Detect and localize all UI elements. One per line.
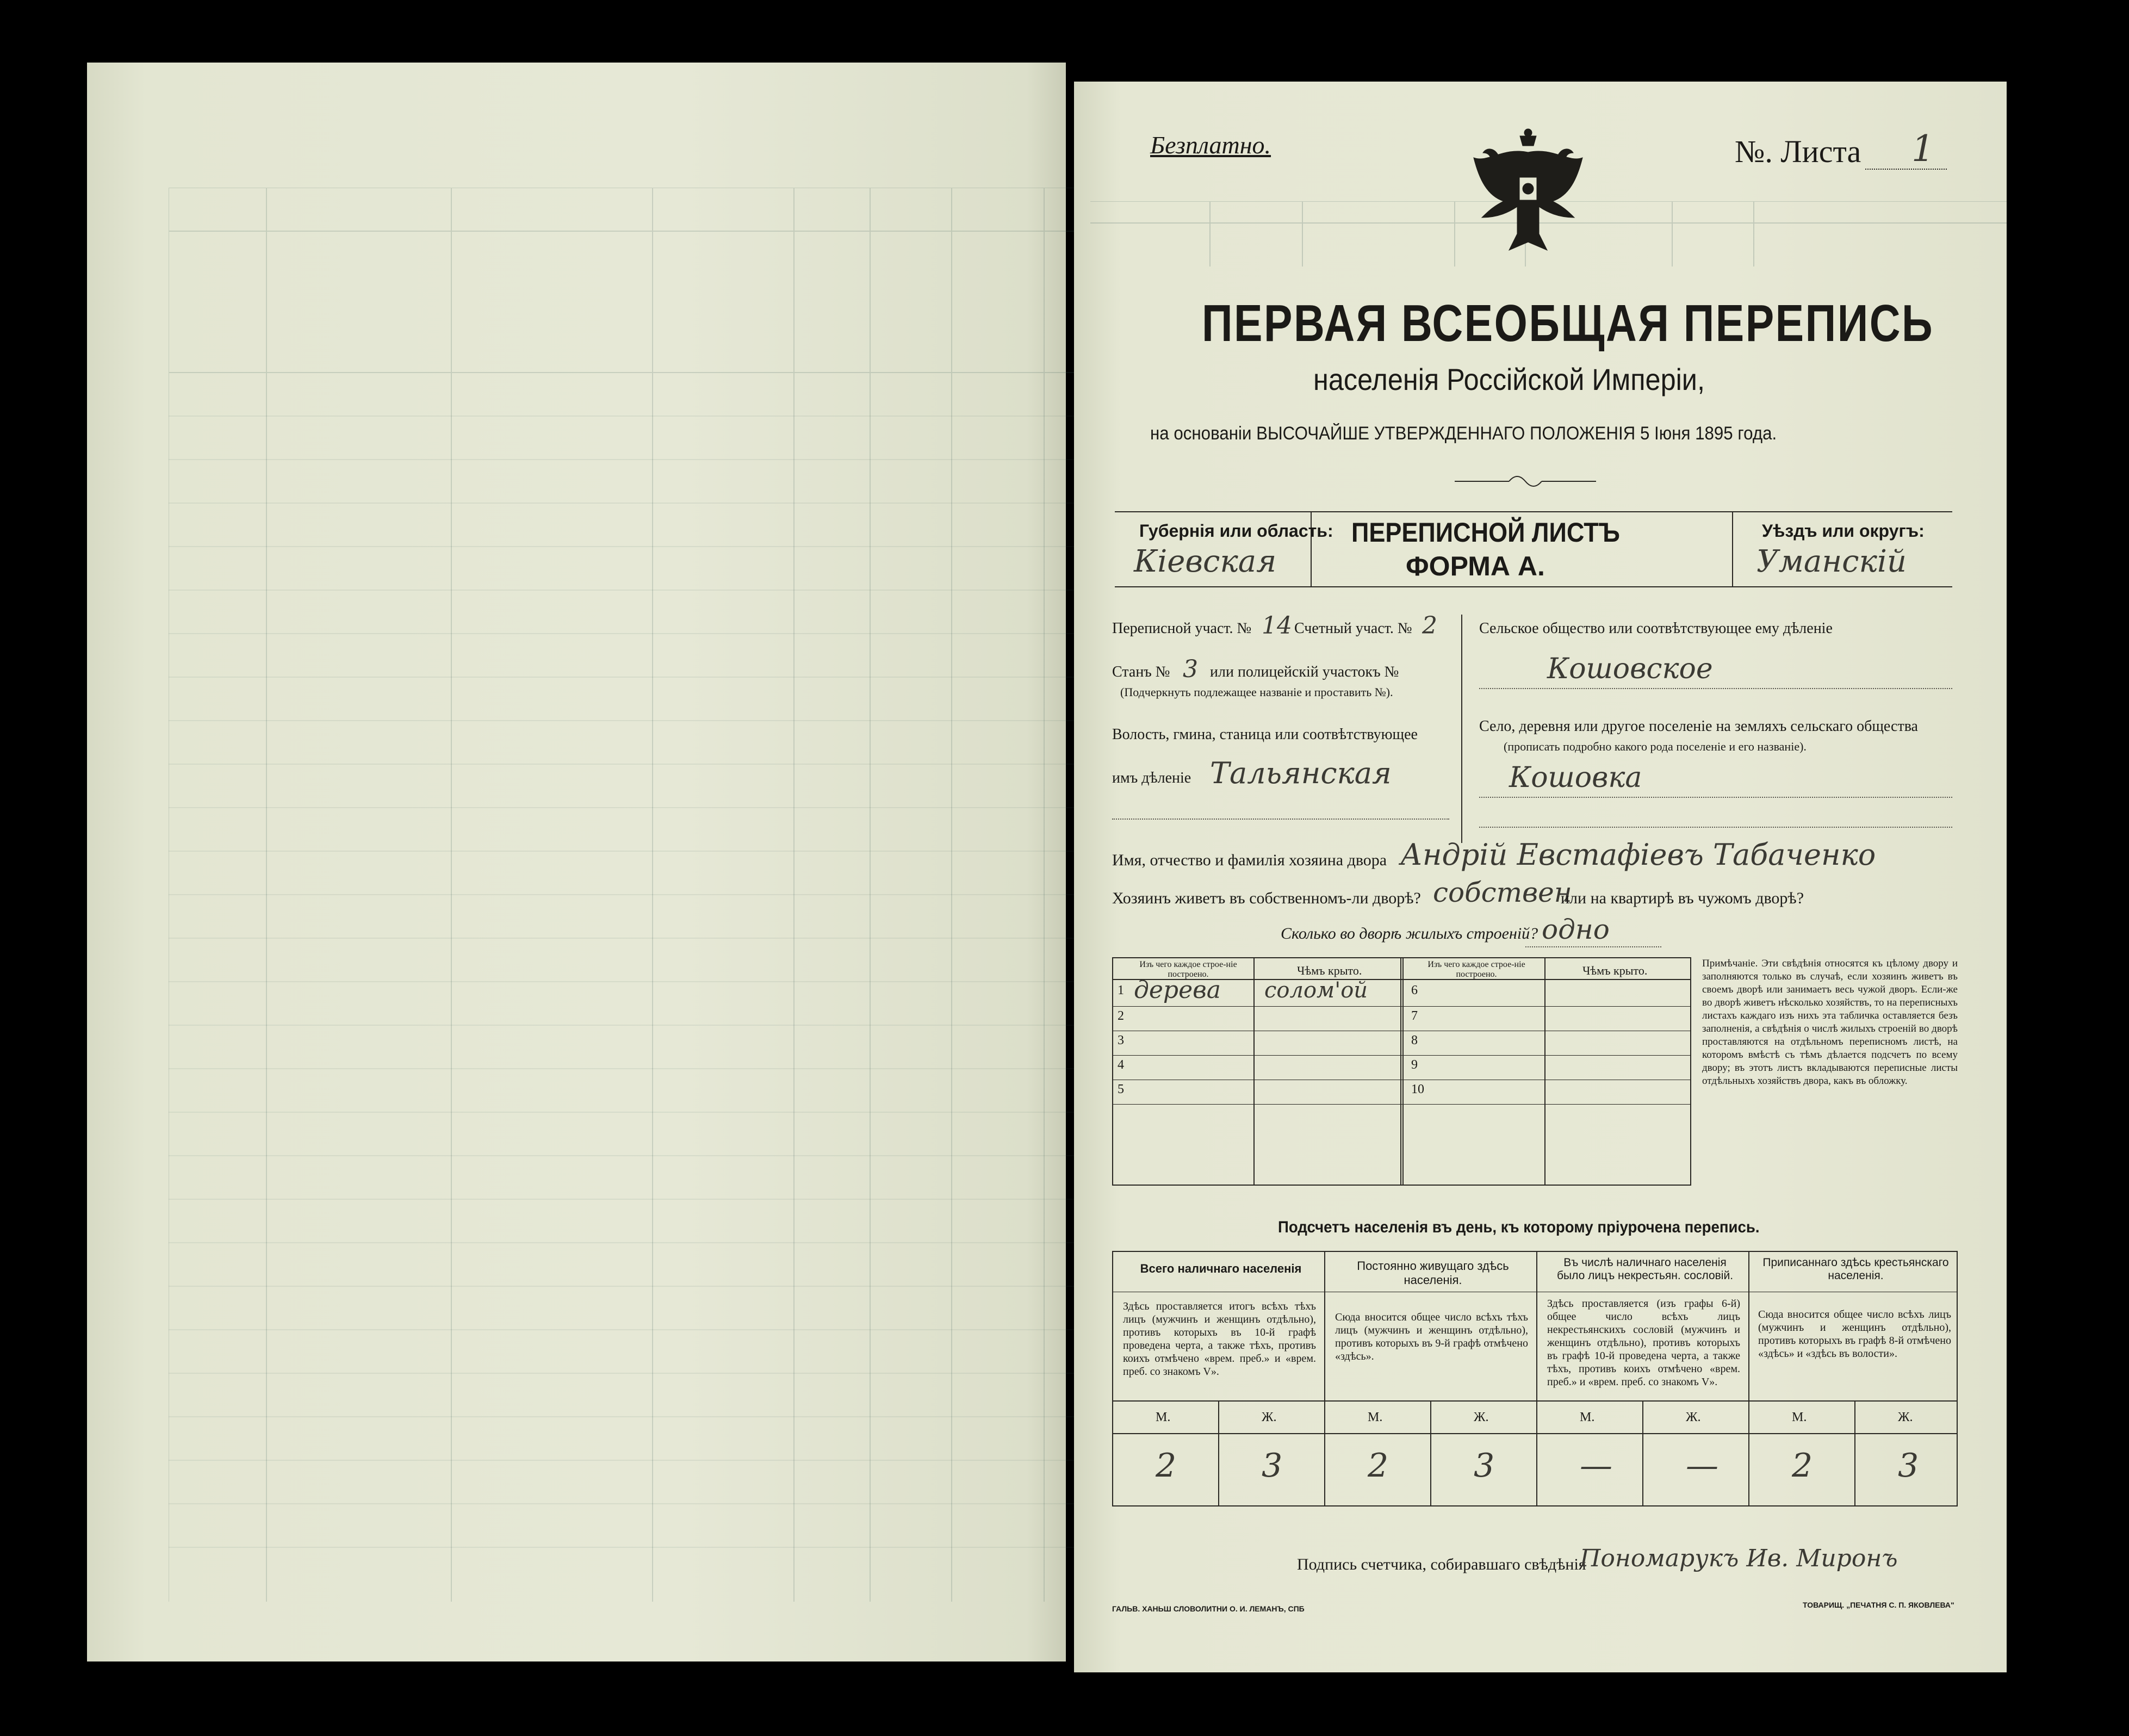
lives-value: собствен [1433, 877, 1572, 908]
bt-row-num: 6 [1411, 983, 1418, 997]
double-headed-eagle-emblem [1466, 125, 1591, 256]
stan-label: Станъ № [1112, 664, 1170, 680]
tally-m-value: 2 [1156, 1447, 1177, 1485]
volost-value: Тальянская [1210, 756, 1392, 790]
tally-sub-1 [1218, 1400, 1219, 1506]
gubernia-value: Кіевская [1134, 544, 1277, 579]
signature-label: Подпись счетчика, собиравшаго свѣдѣнія [1297, 1555, 1586, 1573]
tally-zh-value: 3 [1898, 1447, 1919, 1485]
printer-left: ГАЛЬВ. ХАНЬШ СЛОВОЛИТНИ О. И. ЛЕМАНЪ, СПБ [1112, 1604, 1305, 1613]
selo-note: (прописать подробно какого рода поселеніе и его названіе). [1504, 740, 1807, 753]
selskoe-label: Сельское общество или соотвѣтствующее ему дѣленіе [1479, 620, 1833, 637]
lives-label-1: Хозяинъ живетъ въ собственномъ-ли дворѣ? [1112, 889, 1421, 907]
sheet-number-line [1865, 169, 1947, 170]
fields-divider [1461, 615, 1462, 843]
bt-row-num: 8 [1411, 1033, 1418, 1047]
bt-row-num: 10 [1411, 1082, 1424, 1096]
left-page-grid [169, 188, 1147, 1602]
owner-value: Андрій Евстафіевъ Табаченко [1400, 838, 1876, 872]
tally-m-label: М. [1792, 1410, 1807, 1424]
form-title-line-2: ФОРМА А. [1406, 551, 1545, 581]
selo-label: Село, деревня или другое поселеніе на земляхъ сельскаго общества [1479, 718, 1918, 735]
bt-left-roof-head: Чѣмъ крыто. [1297, 964, 1362, 977]
census-form-page [1074, 82, 2007, 1672]
bt-row-num: 7 [1411, 1009, 1418, 1023]
buildings-value: одно [1542, 914, 1610, 945]
tally-sub-2 [1430, 1400, 1431, 1506]
bt-col-1 [1253, 957, 1255, 1186]
bt-row-num: 5 [1118, 1082, 1124, 1096]
selskoe-value: Кошовское [1547, 653, 1713, 685]
tally-col-3 [1748, 1251, 1749, 1506]
bt-row-num: 2 [1118, 1009, 1124, 1023]
tally-heading: Подсчетъ населенія въ день, къ которому пріурочена перепись. [1278, 1218, 1760, 1236]
signature-value: Пономарукъ Ив. Миронъ [1580, 1545, 1898, 1572]
bt-right-roof-head: Чѣмъ крыто. [1582, 964, 1648, 977]
selo-value: Кошовка [1509, 761, 1642, 794]
buildings-note: Примѣчаніе. Эти свѣдѣнія относятся къ цѣлому двору и заполняются только въ случаѣ, если хозяинъ живетъ въ своемъ дворѣ или занимаетъ весь чужой дворъ. Если-же во дворѣ живетъ нѣсколько хозяйствъ, то на переписныхъ листахъ каждаго изъ нихъ эта табличка оставляется безъ заполненія, а свѣдѣнія о числѣ жилыхъ строеній во дворѣ проставляются на отдѣльномъ переписномъ листѣ, на которомъ вмѣстѣ съ тѣмъ дѣлается подсчетъ по всему двору; въ этотъ листъ вкладываются переписные листы отдѣльныхъ хозяйствъ двора, какъ въ обложку. [1702, 958, 1958, 1087]
tally-col-1 [1324, 1251, 1325, 1506]
census-subtitle: населенія Россійской Имперіи, [1313, 362, 1705, 396]
tally-sub-3 [1642, 1400, 1643, 1506]
tally-zh-value: 3 [1262, 1447, 1283, 1485]
bt-row-roof: солом'ой [1264, 978, 1368, 1003]
bt-row-num: 1 [1118, 983, 1124, 997]
tally-table [1112, 1251, 1958, 1506]
tally-col-desc: Здѣсь проставляется (изъ графы 6-й) общее число всѣхъ лицъ некрестьянскихъ сословій (мужчинъ и женщинъ отдѣльно), противъ которыхъ въ графѣ 10-й проведена черта, а также тѣхъ, противъ коихъ отмѣчено «врем. преб.» и «врем. преб. со знакомъ V». [1547, 1298, 1740, 1388]
tally-zh-label: Ж. [1898, 1410, 1913, 1424]
bt-row-num: 4 [1118, 1058, 1124, 1072]
buildings-line [1525, 946, 1661, 947]
police-label: или полицейскій участокъ № [1210, 664, 1399, 680]
bt-row-line-5 [1112, 1104, 1691, 1105]
selo-line [1479, 797, 1952, 798]
tally-m-label: М. [1580, 1410, 1595, 1424]
gubernia-label: Губернія или область: [1139, 521, 1333, 541]
tally-col-desc: Сюда вносится общее число всѣхъ лицъ (мужчинъ и женщинъ отдѣльно), противъ которыхъ въ графѣ 8-й отмѣчено «здѣсь» и «здѣсь въ волости». [1758, 1309, 1951, 1360]
tally-col-head: Постоянно живущаго здѣсь населенія. [1357, 1259, 1509, 1287]
owner-label: Имя, отчество и фамилія хозяина двора [1112, 851, 1387, 869]
census-title: ПЕРВАЯ ВСЕОБЩАЯ ПЕРЕПИСЬ [1202, 294, 1934, 352]
tally-col-head: Приписаннаго здѣсь крестьянскаго населенія. [1762, 1256, 1949, 1282]
bt-row-num: 3 [1118, 1033, 1124, 1047]
bt-row-num: 9 [1411, 1058, 1418, 1072]
bt-row-line-3 [1112, 1055, 1691, 1056]
tally-m-value: 2 [1368, 1447, 1389, 1485]
tally-sub-4 [1854, 1400, 1855, 1506]
tally-desc-line [1112, 1400, 1958, 1402]
bt-right-material-head: Изъ чего каждое строе-ніе построено. [1427, 960, 1525, 979]
tally-zh-value: 3 [1474, 1447, 1495, 1485]
form-title-line-1: ПЕРЕПИСНОЙ ЛИСТЪ [1351, 517, 1620, 548]
stan-value: 3 [1183, 655, 1198, 683]
divider-ornament [1455, 473, 1596, 489]
left-page [87, 63, 1066, 1661]
tally-m-label: М. [1156, 1410, 1171, 1424]
tally-col-head: Въ числѣ наличнаго населенія было лицъ некрестьян. сословій. [1556, 1256, 1734, 1282]
bt-col-middle [1400, 957, 1404, 1186]
selskoe-line [1479, 688, 1952, 689]
tally-col-2 [1536, 1251, 1537, 1506]
sheet-number-label: №. Листа [1735, 134, 1861, 169]
tally-m-value: — [1580, 1447, 1612, 1485]
tally-col-desc: Сюда вносится общее число всѣхъ тѣхъ лицъ (мужчинъ и женщинъ отдѣльно), противъ которыхъ въ 9-й графѣ отмѣчено «здѣсь». [1335, 1311, 1528, 1362]
perepis-uchast-value: 14 [1262, 612, 1292, 640]
sheet-number-value: 1 [1911, 128, 1934, 170]
tally-mzh-line [1112, 1433, 1958, 1434]
header-divider-2 [1732, 511, 1733, 587]
tally-col-desc: Здѣсь проставляется итогъ всѣхъ тѣхъ лицъ (мужчинъ и женщинъ отдѣльно), противъ которыхъ въ 10-й графѣ проведена черта, а также тѣхъ, противъ коихъ отмѣчено «врем. преб.» и «врем. преб. со знакомъ V». [1123, 1300, 1316, 1378]
volost-extra-line [1112, 819, 1449, 820]
tally-m-label: М. [1368, 1410, 1383, 1424]
schetny-value: 2 [1422, 612, 1437, 640]
tally-zh-value: — [1686, 1447, 1718, 1485]
printer-right: ТОВАРИЩ. „ПЕЧАТНЯ С. П. ЯКОВЛЕВА" [1803, 1601, 1954, 1609]
schetny-label: Счетный участ. № [1294, 620, 1412, 637]
census-basis: на основаніи ВЫСОЧАЙШЕ УТВЕРЖДЕННАГО ПОЛОЖЕНІЯ 5 Іюня 1895 года. [1150, 423, 1777, 444]
free-label: Безплатно. [1150, 131, 1271, 159]
stan-note: (Подчеркнуть подлежащее названіе и проставить №). [1120, 685, 1393, 699]
tally-zh-label: Ж. [1686, 1410, 1701, 1424]
bt-row-line-1 [1112, 1006, 1691, 1007]
buildings-label: Сколько во дворѣ жилыхъ строеній? [1281, 925, 1538, 943]
bt-row-material: дерева [1134, 976, 1221, 1004]
tally-col-head: Всего наличнаго населенія [1140, 1262, 1302, 1275]
uezd-value: Уманскій [1756, 544, 1907, 579]
perepis-uchast-label: Переписной участ. № [1112, 620, 1252, 637]
volost-label-2: имъ дѣленіе [1112, 770, 1191, 786]
tally-zh-label: Ж. [1474, 1410, 1489, 1424]
uezd-label: Уѣздъ или округъ: [1762, 521, 1925, 541]
selo-line-2 [1479, 827, 1952, 828]
tally-zh-label: Ж. [1262, 1410, 1277, 1424]
lives-label-2: или на квартирѣ въ чужомъ дворѣ? [1561, 889, 1804, 907]
tally-m-value: 2 [1792, 1447, 1813, 1485]
bt-col-3 [1544, 957, 1545, 1186]
volost-label-1: Волость, гмина, станица или соотвѣтствующее [1112, 726, 1418, 743]
bt-left-material-head: Изъ чего каждое строе-ніе построено. [1139, 960, 1237, 979]
